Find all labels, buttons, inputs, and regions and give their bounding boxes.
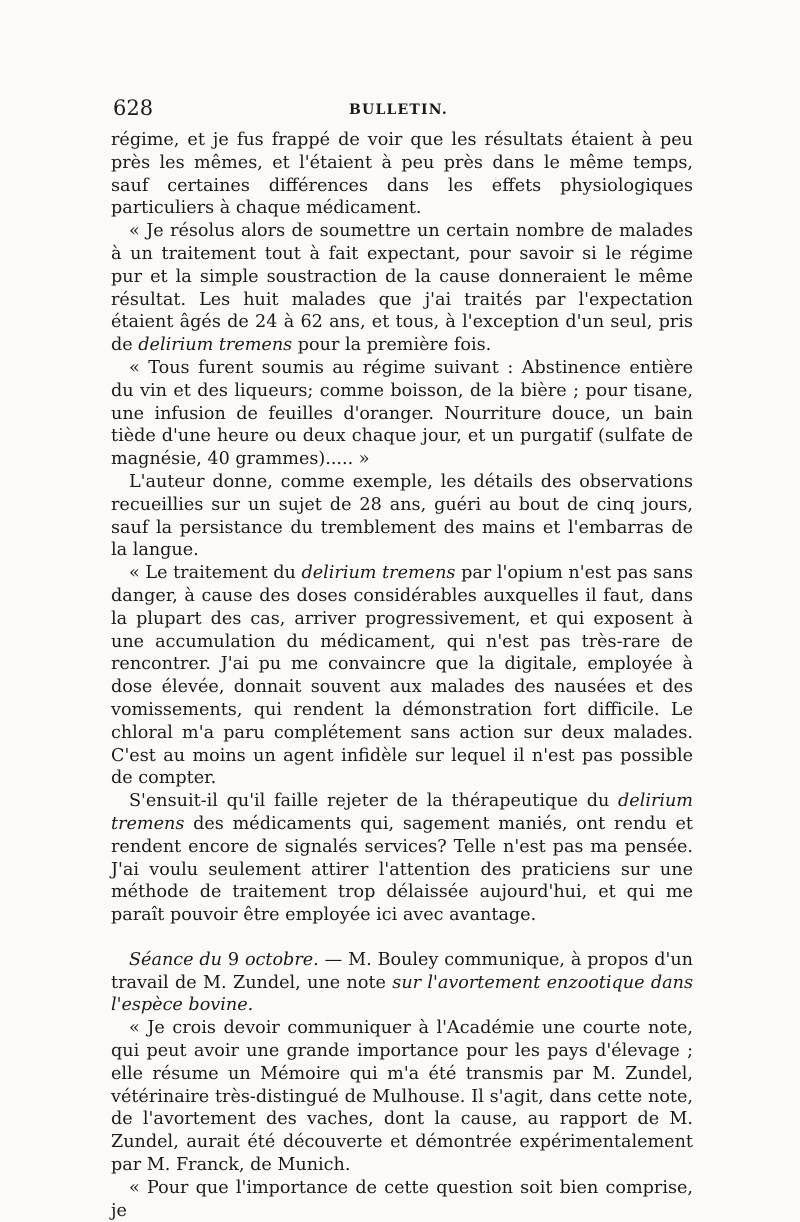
paragraph-3 — [111, 357, 693, 471]
paragraph-4 — [111, 471, 693, 562]
paragraph-text: L'auteur donne, comme exemple, les détails des observations recueillies sur un sujet de 28 ans, guéri au bout de cinq jours, sauf la persistance du tremblement des mains et l'embarras de la langue. — [111, 471, 693, 561]
paragraph-8 — [111, 1017, 693, 1177]
paragraph-text: « Le traitement du — [129, 563, 302, 584]
running-title: BULLETIN. — [349, 102, 448, 118]
paragraph-text: 9 — [222, 949, 245, 970]
paragraph-1 — [111, 129, 693, 220]
body-text — [111, 129, 693, 1222]
italic-term: delirium tremens — [138, 335, 293, 356]
paragraph-text: « Je résolus alors de soumettre un certain nombre de malades à un traitement tout à fait expectant, pour savoir si le régime pur et la simple soustraction de la cause donneraient le même résultat. Les huit malades que j'ai traités par l'expectation étaient âgés de 24 à 62 ans, et tous, à l'exception d'un seul, pris de — [111, 221, 693, 356]
paragraph-text: des médicaments qui, sagement maniés, ont rendu et rendent encore de signalés services? Telle n'est pas ma pensée. J'ai voulu seulement attirer l'attention des praticiens sur une méthode de traitement trop délaissée aujourd'hui, et qui me paraît pouvoir être employée ici avec avantage. — [111, 813, 693, 926]
session-heading-paragraph — [111, 949, 693, 1017]
page-number: 628 — [113, 96, 154, 120]
paragraph-text: S'ensuit-il qu'il faille rejeter de la thérapeutique du — [129, 791, 619, 812]
note-title: sur l'avortement enzootique dans l'espèce bovine. — [111, 972, 693, 1016]
paragraph-text: pour la première fois. — [292, 335, 492, 356]
session-date: octobre. — [244, 949, 319, 970]
page-header — [113, 96, 690, 126]
paragraph-text: régime, et je fus frappé de voir que les résultats étaient à peu près les mêmes, et l'étaient à peu près dans le même temps, sauf certaines différences dans les effets physiologiques particuliers à chaque médicament. — [111, 130, 693, 219]
paragraph-5 — [111, 562, 693, 790]
italic-term: delirium tremens — [111, 791, 693, 834]
paragraph-6 — [111, 790, 693, 927]
paragraph-text: — M. Bouley communique, à propos d'un travail de M. Zundel, une note — [111, 949, 693, 993]
paragraph-text: « Tous furent soumis au régime suivant : Abstinence entière du vin et des liqueurs; comme boisson, de la bière ; pour tisane, une infusion de feuilles d'oranger. Nourriture douce, un bain tiède d'une heure ou deux chaque jour, et un purgatif (sulfate de magnésie, 40 grammes)..... » — [111, 357, 693, 470]
paragraph-2 — [111, 220, 693, 357]
paragraph-9 — [111, 1177, 693, 1222]
italic-term: delirium tremens — [301, 563, 456, 584]
paragraph-text: « Pour que l'importance de cette question soit bien comprise, je — [111, 1177, 693, 1221]
session-label: Séance du — [129, 949, 223, 970]
paragraph-text: par l'opium n'est pas sans danger, à cause des doses considérables auxquelles il faut, dans la plupart des cas, arriver progressivement, et qui exposent à une accumulation du médicament, qui n'est pas très-rare de rencontrer. J'ai pu me convaincre que la digitale, employée à dose élevée, donnait souvent aux malades des nausées et des vomissements, qui rendent la démonstration fort difficile. Le chloral m'a paru complétement sans action sur deux malades. C'est au moins un agent infidèle sur lequel il n'est pas possible de compter. — [111, 563, 693, 789]
paragraph-text: « Je crois devoir communiquer à l'Académie une courte note, qui peut avoir une grande importance pour les pays d'élevage ; elle résume un Mémoire qui m'a été transmis par M. Zundel, vétérinaire très-distingué de Mulhouse. Il s'agit, dans cette note, de l'avortement des vaches, dont la cause, au rapport de M. Zundel, aurait été découverte et démontrée expérimentalement par M. Franck, de Munich. — [111, 1018, 693, 1176]
